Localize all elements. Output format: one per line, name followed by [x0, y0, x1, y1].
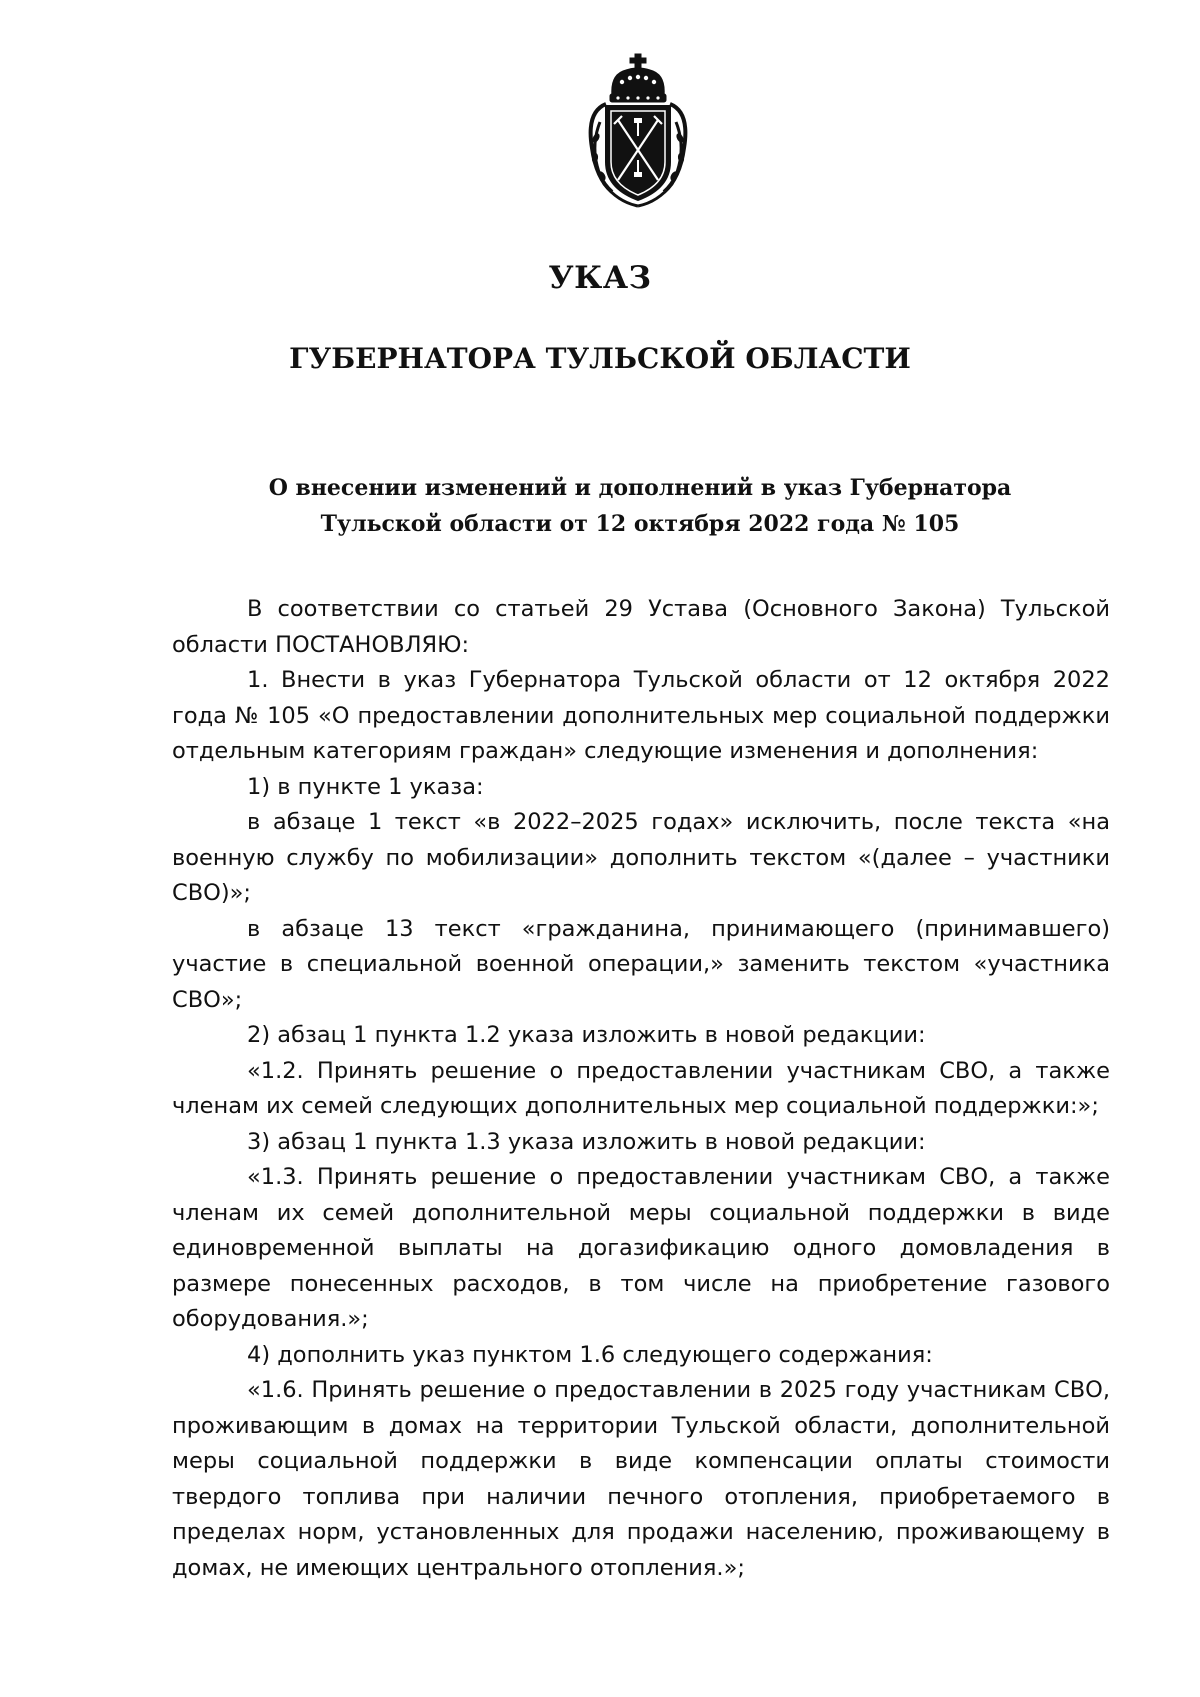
paragraph-new-1-3: «1.3. Принять решение о предоставлении участникам СВО, а также членам их семей дополнительной меры социальной поддержки в виде единовременной выплаты на догазификацию одного домовладения в размере понесенных расходов, в том числе на приобретение газового оборудования.»;	[172, 1164, 1110, 1332]
paragraph-new-1-6: «1.6. Принять решение о предоставлении в 2025 году участникам СВО, проживающим в домах на территории Тульской области, дополнительной меры социальной поддержки в виде компенсации оплаты стоимости твердого топлива при наличии печного отопления, приобретаемого в пределах норм, установленных для продажи населению, проживающему в домах, не имеющих центрального отопления.»;	[172, 1377, 1110, 1581]
paragraph-subitem-3: 3) абзац 1 пункта 1.3 указа изложить в новой редакции:	[247, 1128, 926, 1155]
paragraph-subitem-1-abzac-1: в абзаце 1 текст «в 2022–2025 годах» исключить, после текста «на военную службу по мобилизации» дополнить текстом «(далее – участники СВО)»;	[172, 809, 1110, 906]
document-subject	[170, 470, 1110, 542]
subject-line-2: Тульской области от 12 октября 2022 года № 105	[320, 511, 960, 537]
paragraph-subitem-1-abzac-13: в абзаце 13 текст «гражданина, принимающего (принимавшего) участие в специальной военной операции,» заменить текстом «участника СВО»;	[172, 915, 1110, 1013]
paragraph-new-1-2: «1.2. Принять решение о предоставлении участникам СВО, а также членам их семей следующих дополнительных мер социальной поддержки:»;	[172, 1057, 1110, 1119]
document-type-title: УКАЗ	[548, 260, 652, 296]
subject-line-1: О внесении изменений и дополнений в указ Губернатора	[268, 475, 1012, 501]
paragraph-subitem-2: 2) абзац 1 пункта 1.2 указа изложить в новой редакции:	[247, 1022, 926, 1048]
paragraph-item-1: 1. Внести в указ Губернатора Тульской области от 12 октября 2022 года № 105 «О предоставлении дополнительных мер социальной поддержки отдельным категориям граждан» следующие изменения и дополнения:	[172, 667, 1110, 764]
paragraph-preamble: В соответствии со статьей 29 Устава (Основного Закона) Тульской области ПОСТАНОВЛЯЮ:	[172, 596, 1110, 658]
paragraph-subitem-1: 1) в пункте 1 указа:	[247, 773, 484, 800]
issuer-title: ГУБЕРНАТОРА ТУЛЬСКОЙ ОБЛАСТИ	[289, 342, 911, 375]
tula-region-coat-of-arms-icon	[582, 52, 694, 210]
paragraph-subitem-4: 4) дополнить указ пунктом 1.6 следующего содержания:	[247, 1341, 933, 1368]
document-body	[172, 592, 1110, 1586]
